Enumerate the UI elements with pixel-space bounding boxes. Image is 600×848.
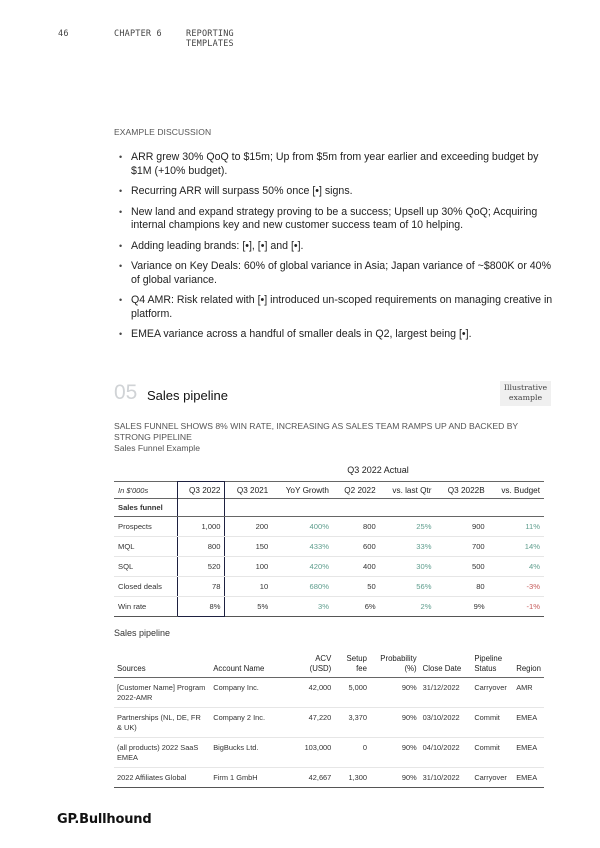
cell-setup-fee: 3,370 (334, 708, 370, 738)
cell-q3-2021: 5% (225, 597, 272, 617)
cell-yoy: 680% (272, 577, 333, 597)
column-header: Account Name (210, 648, 289, 678)
table-row (114, 577, 544, 597)
illustrative-badge: Illustrative example (500, 381, 551, 406)
cell-vs-last: 2% (380, 597, 436, 617)
section-number: 05 (114, 381, 138, 404)
sales-pipeline-table (114, 648, 544, 788)
cell-status: Commit (471, 708, 513, 738)
table-row (114, 738, 544, 768)
cell-close-date: 03/10/2022 (420, 708, 472, 738)
cell-status: Commit (471, 738, 513, 768)
cell-acv: 47,220 (289, 708, 335, 738)
column-header: Q3 2022 (177, 482, 225, 499)
section-label: REPORTING TEMPLATES (186, 29, 234, 49)
column-header: Q3 2022B (447, 485, 485, 495)
cell-region: AMR (513, 678, 544, 708)
cell-budget: 80 (436, 577, 489, 597)
cell-region: EMEA (513, 708, 544, 738)
cell-setup-fee: 0 (334, 738, 370, 768)
cell-status: Carryover (471, 768, 513, 788)
discussion-title: EXAMPLE DISCUSSION (114, 127, 212, 137)
cell-vs-last: 25% (380, 517, 436, 537)
table-group-header: Q3 2022 Actual (347, 465, 409, 475)
cell-vs-budget: -3% (489, 577, 544, 597)
cell-budget: 500 (436, 557, 489, 577)
list-item: • Adding leading brands: [•], [•] and [•]. (114, 240, 554, 254)
cell-source: (all products) 2022 SaaS EMEA (114, 738, 210, 768)
chapter-label: CHAPTER 6 (114, 29, 162, 39)
list-item: • New land and expand strategy proving to be a success; Upsell up 30% QoQ; Acquiring internal champions key and new customer success team of 10 helping. (114, 206, 554, 233)
cell-acv: 42,000 (289, 678, 335, 708)
cell-close-date: 31/10/2022 (420, 768, 472, 788)
row-label: Prospects (114, 517, 177, 537)
cell-vs-last: 56% (380, 577, 436, 597)
column-header: Region (513, 648, 544, 678)
cell-vs-last: 33% (380, 537, 436, 557)
column-header: vs. Budget (501, 485, 540, 495)
column-header: YoY Growth (285, 485, 329, 495)
cell-q3-2022: 520 (177, 557, 225, 577)
cell-q2-2022: 50 (333, 577, 380, 597)
cell-q3-2022: 1,000 (177, 517, 225, 537)
cell-q3-2021: 200 (225, 517, 272, 537)
cell-vs-budget: 14% (489, 537, 544, 557)
sales-funnel-table (114, 481, 544, 617)
cell-account: BigBucks Ltd. (210, 738, 289, 768)
table-group-row (114, 499, 544, 517)
cell-source: [Customer Name] Program 2022-AMR (114, 678, 210, 708)
cell-acv: 42,667 (289, 768, 335, 788)
list-item: • EMEA variance across a handful of smaller deals in Q2, largest being [•]. (114, 328, 554, 342)
discussion-list (114, 151, 554, 349)
pipeline-title: Sales pipeline (114, 628, 171, 638)
column-header: Close Date (420, 648, 472, 678)
cell-setup-fee: 1,300 (334, 768, 370, 788)
cell-q3-2022: 8% (177, 597, 225, 617)
cell-q3-2022: 78 (177, 577, 225, 597)
cell-probability: 90% (370, 708, 420, 738)
list-item: • Q4 AMR: Risk related with [•] introduced un-scoped requirements on managing creative in platform. (114, 294, 554, 321)
table-row (114, 678, 544, 708)
page-number: 46 (58, 29, 69, 39)
cell-q2-2022: 800 (333, 517, 380, 537)
cell-q2-2022: 6% (333, 597, 380, 617)
cell-source: Partnerships (NL, DE, FR & UK) (114, 708, 210, 738)
cell-close-date: 31/12/2022 (420, 678, 472, 708)
cell-q3-2021: 10 (225, 577, 272, 597)
table-row (114, 597, 544, 617)
cell-q3-2022: 800 (177, 537, 225, 557)
section-title: Sales pipeline (147, 388, 228, 403)
column-header: Probability (%) (370, 648, 420, 678)
column-header: Pipeline Status (471, 648, 513, 678)
table-row (114, 557, 544, 577)
cell-yoy: 420% (272, 557, 333, 577)
row-label: MQL (114, 537, 177, 557)
column-header: Q2 2022 (344, 485, 376, 495)
cell-yoy: 400% (272, 517, 333, 537)
table-header-row (114, 648, 544, 678)
list-item: • ARR grew 30% QoQ to $15m; Up from $5m from year earlier and exceeding budget by $1M (+10% budget). (114, 151, 554, 178)
cell-account: Company Inc. (210, 678, 289, 708)
cell-close-date: 04/10/2022 (420, 738, 472, 768)
cell-vs-last: 30% (380, 557, 436, 577)
cell-budget: 700 (436, 537, 489, 557)
cell-budget: 900 (436, 517, 489, 537)
cell-yoy: 3% (272, 597, 333, 617)
column-header: Q3 2021 (236, 485, 269, 495)
funnel-headline: SALES FUNNEL SHOWS 8% WIN RATE, INCREASING AS SALES TEAM RAMPS UP AND BACKED BY STRONG PIPELINE (114, 421, 519, 442)
list-item: • Variance on Key Deals: 60% of global variance in Asia; Japan variance of ~$800K or 40% of global variance. (114, 260, 554, 287)
table-row (114, 517, 544, 537)
table-row (114, 708, 544, 738)
cell-account: Firm 1 GmbH (210, 768, 289, 788)
cell-setup-fee: 5,000 (334, 678, 370, 708)
table-header-row (114, 482, 544, 499)
gp-bullhound-logo: GP.Bullhound (57, 812, 152, 827)
cell-status: Carryover (471, 678, 513, 708)
cell-source: 2022 Affiliates Global (114, 768, 210, 788)
cell-account: Company 2 Inc. (210, 708, 289, 738)
cell-acv: 103,000 (289, 738, 335, 768)
cell-q3-2021: 100 (225, 557, 272, 577)
group-label: Sales funnel (114, 499, 177, 517)
cell-probability: 90% (370, 738, 420, 768)
cell-region: EMEA (513, 738, 544, 768)
cell-q3-2021: 150 (225, 537, 272, 557)
column-header: vs. last Qtr (392, 485, 432, 495)
cell-vs-budget: -1% (489, 597, 544, 617)
cell-region: EMEA (513, 768, 544, 788)
column-header: ACV (USD) (289, 648, 335, 678)
cell-vs-budget: 4% (489, 557, 544, 577)
cell-yoy: 433% (272, 537, 333, 557)
table-row (114, 537, 544, 557)
row-label: Closed deals (114, 577, 177, 597)
cell-q2-2022: 600 (333, 537, 380, 557)
section-heading (114, 381, 548, 411)
column-header: Sources (114, 648, 210, 678)
cell-probability: 90% (370, 678, 420, 708)
cell-probability: 90% (370, 768, 420, 788)
cell-q2-2022: 400 (333, 557, 380, 577)
row-label: SQL (114, 557, 177, 577)
column-header: In $'000s (118, 485, 149, 495)
cell-vs-budget: 11% (489, 517, 544, 537)
funnel-subtitle: Sales Funnel Example (114, 443, 200, 453)
table-row (114, 768, 544, 788)
column-header: Setup fee (334, 648, 370, 678)
list-item: • Recurring ARR will surpass 50% once [•] signs. (114, 185, 554, 199)
cell-budget: 9% (436, 597, 489, 617)
row-label: Win rate (114, 597, 177, 617)
